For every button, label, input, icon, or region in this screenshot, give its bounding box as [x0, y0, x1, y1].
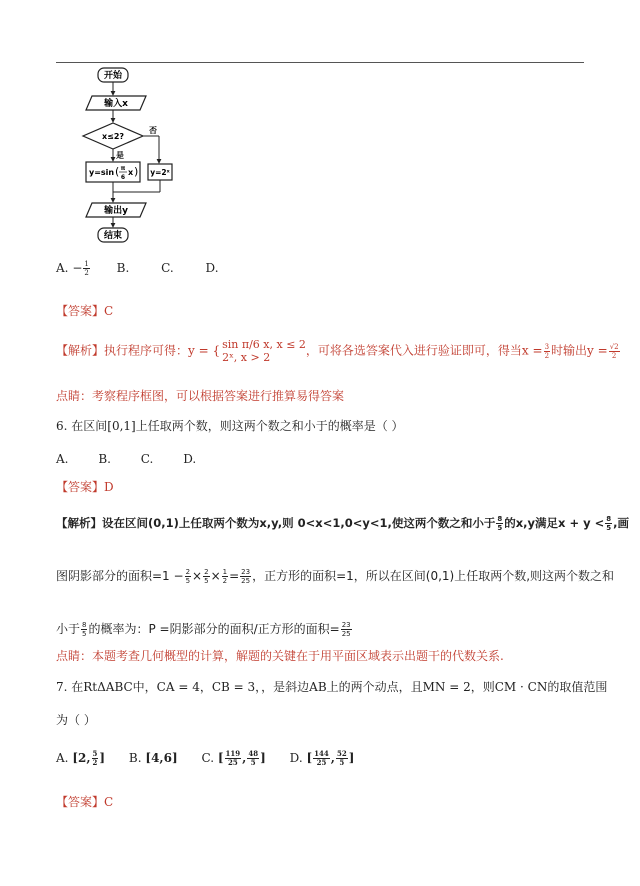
q5-choice-a-label: A. — [56, 261, 69, 275]
q6-choice-d: D. — [183, 452, 197, 466]
q7-choice-c-n1: 119 — [225, 749, 241, 758]
q5-analysis-x-den: 2 — [544, 351, 550, 360]
q6-l3-frac-num: 8 — [82, 621, 87, 629]
q7-choice-c-n2: 48 — [248, 749, 259, 758]
q6-l1-frac-num: 8 — [497, 515, 503, 523]
q7-choice-a-label: A. — [56, 751, 69, 765]
q7-choice-b-label: B. — [128, 751, 142, 765]
flow-left-var: x — [128, 168, 134, 177]
q6-choices — [56, 451, 224, 467]
q7-choice-d-label: D. — [289, 751, 303, 765]
q6-analysis-line1 — [56, 515, 629, 532]
q7-choice-c-d1: 25 — [227, 758, 238, 767]
q6-stem: 6. 在区间[0,1]上任取两个数，则这两个数之和小于的概率是（ ） — [56, 419, 404, 433]
q5-choice-a-num: 1 — [84, 260, 89, 268]
q7-choice-d-close: ] — [348, 751, 355, 765]
q6-choice-c: C. — [140, 452, 154, 466]
q5-choice-d: D. — [205, 261, 219, 275]
q6-l2-res-den: 25 — [241, 577, 251, 585]
flow-condition-text: x≤2? — [101, 132, 125, 141]
q6-l2-f1-num: 2 — [185, 568, 191, 576]
q6-l2-f2-num: 2 — [204, 568, 209, 576]
q5-analysis-y-num: √2 — [609, 342, 619, 351]
q5-analysis-tag: 【解析】 — [56, 343, 105, 358]
q5-note: 点睛：考察程序框图，可以根据答案进行推算易得答案 — [56, 389, 345, 403]
q7-answer: 【答案】C — [56, 795, 114, 809]
flow-no-label: 否 — [149, 126, 157, 135]
q5-analysis-y-den: 2 — [611, 351, 617, 360]
q6-answer: 【答案】D — [56, 480, 114, 494]
q6-choice-a: A. — [56, 452, 69, 466]
q7-choice-a-text: [2, — [72, 751, 91, 765]
q7-choice-b-text: [4,6] — [145, 751, 178, 765]
q6-l2-f3-den: 2 — [222, 577, 228, 585]
q6-l2-times2: × — [210, 569, 221, 583]
flow-left-paren-open: ( — [115, 165, 120, 178]
q5-choice-a-sign: − — [72, 261, 83, 275]
flow-left-paren-close: ) — [134, 165, 139, 178]
q6-l2-times1: × — [192, 569, 203, 583]
q6-analysis-line2-a: 图阴影部分的面积=1 − — [56, 569, 184, 583]
flow-left-frac-num: π — [120, 165, 126, 172]
q7-choice-a-den: 2 — [92, 758, 98, 767]
flow-right-text: y=2ˣ — [150, 168, 170, 177]
q7-choices: A. [2, $\frac{5}{2}$ ] B. [4,6] C. [ $\frac{119}{25}$ , $\frac{48}{5}$ ] D. [ $\frac{144}{25}$ , $\frac{52}{5}$ ] — [56, 749, 355, 767]
q7-choice-a-close: ] — [99, 751, 106, 765]
q6-analysis-line1-b: 的x,y满足x + y < — [504, 516, 605, 530]
q6-analysis-line1-a: 【解析】设在区间(0,1)上任取两个数为x,y,则 0<x<1,0<y<1,使这两个数之和小于 — [56, 516, 496, 530]
flow-start-text: 开始 — [103, 71, 123, 81]
q5-analysis-lead: 执行程序可得：y = { — [104, 343, 221, 358]
q7-choice-c-label: C. — [201, 751, 215, 765]
q7-choice-c-d2: 5 — [250, 758, 256, 767]
q5-analysis-middle: ，可将各选答案代入进行验证即可，得当x = — [305, 343, 543, 358]
q6-l1-frac2-num: 8 — [606, 515, 612, 523]
q7-stem-line2: 为（ ） — [56, 713, 96, 727]
flow-end-text: 结束 — [103, 231, 123, 241]
q5-choice-b: B. — [116, 261, 130, 275]
q7-stem-line1: 7. 在RtΔABC中，CA = 4，CB = 3，，是斜边AB上的两个动点，且MN = 2，则CM · CN的取值范围 — [56, 680, 608, 694]
q7-choice-c-close: ] — [260, 751, 266, 765]
flow-output-text: 输出y — [104, 206, 128, 216]
flow-left-frac-den: 6 — [120, 174, 126, 181]
q6-l3-frac-den: 5 — [82, 630, 87, 638]
flow-input-text: 输入x — [104, 99, 128, 109]
flow-yes-label: 是 — [116, 151, 124, 160]
q7-choice-d-n2: 52 — [336, 749, 347, 758]
q7-choice-c-open: [ — [217, 751, 224, 765]
q5-choices — [56, 260, 247, 277]
q5-choice-a-den: 2 — [84, 269, 89, 277]
q6-l2-res-num: 23 — [241, 568, 251, 576]
q6-l2-f3-num: 1 — [222, 568, 228, 576]
q6-note: 点睛：本题考查几何概型的计算，解题的关键在于用平面区域表示出题干的代数关系. — [56, 649, 504, 663]
q6-l3-res-den: 25 — [341, 630, 351, 638]
q6-analysis-line3-a: 小于 — [56, 622, 81, 636]
q6-l2-eq: = — [229, 569, 240, 583]
q7-choice-d-open: [ — [306, 751, 313, 765]
q5-analysis — [56, 338, 621, 364]
q6-l1-frac-den: 5 — [497, 524, 503, 532]
q5-answer: 【答案】C — [56, 304, 114, 318]
q6-l1-frac2-den: 5 — [606, 524, 612, 532]
q5-choice-c: C. — [161, 261, 174, 275]
q6-analysis-line2-b: ，正方形的面积=1，所以在区间(0,1)上任取两个数,则这两个数之和 — [252, 569, 615, 583]
q6-l3-res-num: 23 — [341, 621, 351, 629]
q7-choice-d-d1: 25 — [316, 758, 327, 767]
flow-left-prefix: y=sin — [89, 168, 115, 177]
q5-analysis-piece2: 2ˣ, x > 2 — [222, 351, 271, 364]
q6-choice-b: B. — [98, 452, 111, 466]
q5-analysis-then: 时输出y = — [551, 343, 608, 358]
q6-analysis-line3-b: 的概率为：P =阴影部分的面积/正方形的面积= — [88, 622, 340, 636]
q6-analysis-line1-c: ,画 — [613, 516, 629, 530]
q5-analysis-piece1: sin π/6 x, x ≤ 2 — [222, 338, 306, 351]
q6-analysis-line3 — [56, 621, 353, 638]
q6-l2-f2-den: 5 — [204, 577, 209, 585]
flowchart — [70, 62, 200, 250]
q6-l2-f1-den: 5 — [185, 577, 191, 585]
q7-choice-a-num: 5 — [92, 749, 98, 758]
q7-choice-d-d2: 5 — [339, 758, 345, 767]
q5-analysis-x-num: 3 — [544, 342, 550, 351]
q7-choice-d-n1: 144 — [314, 749, 329, 758]
q6-analysis-line2 — [56, 568, 614, 585]
